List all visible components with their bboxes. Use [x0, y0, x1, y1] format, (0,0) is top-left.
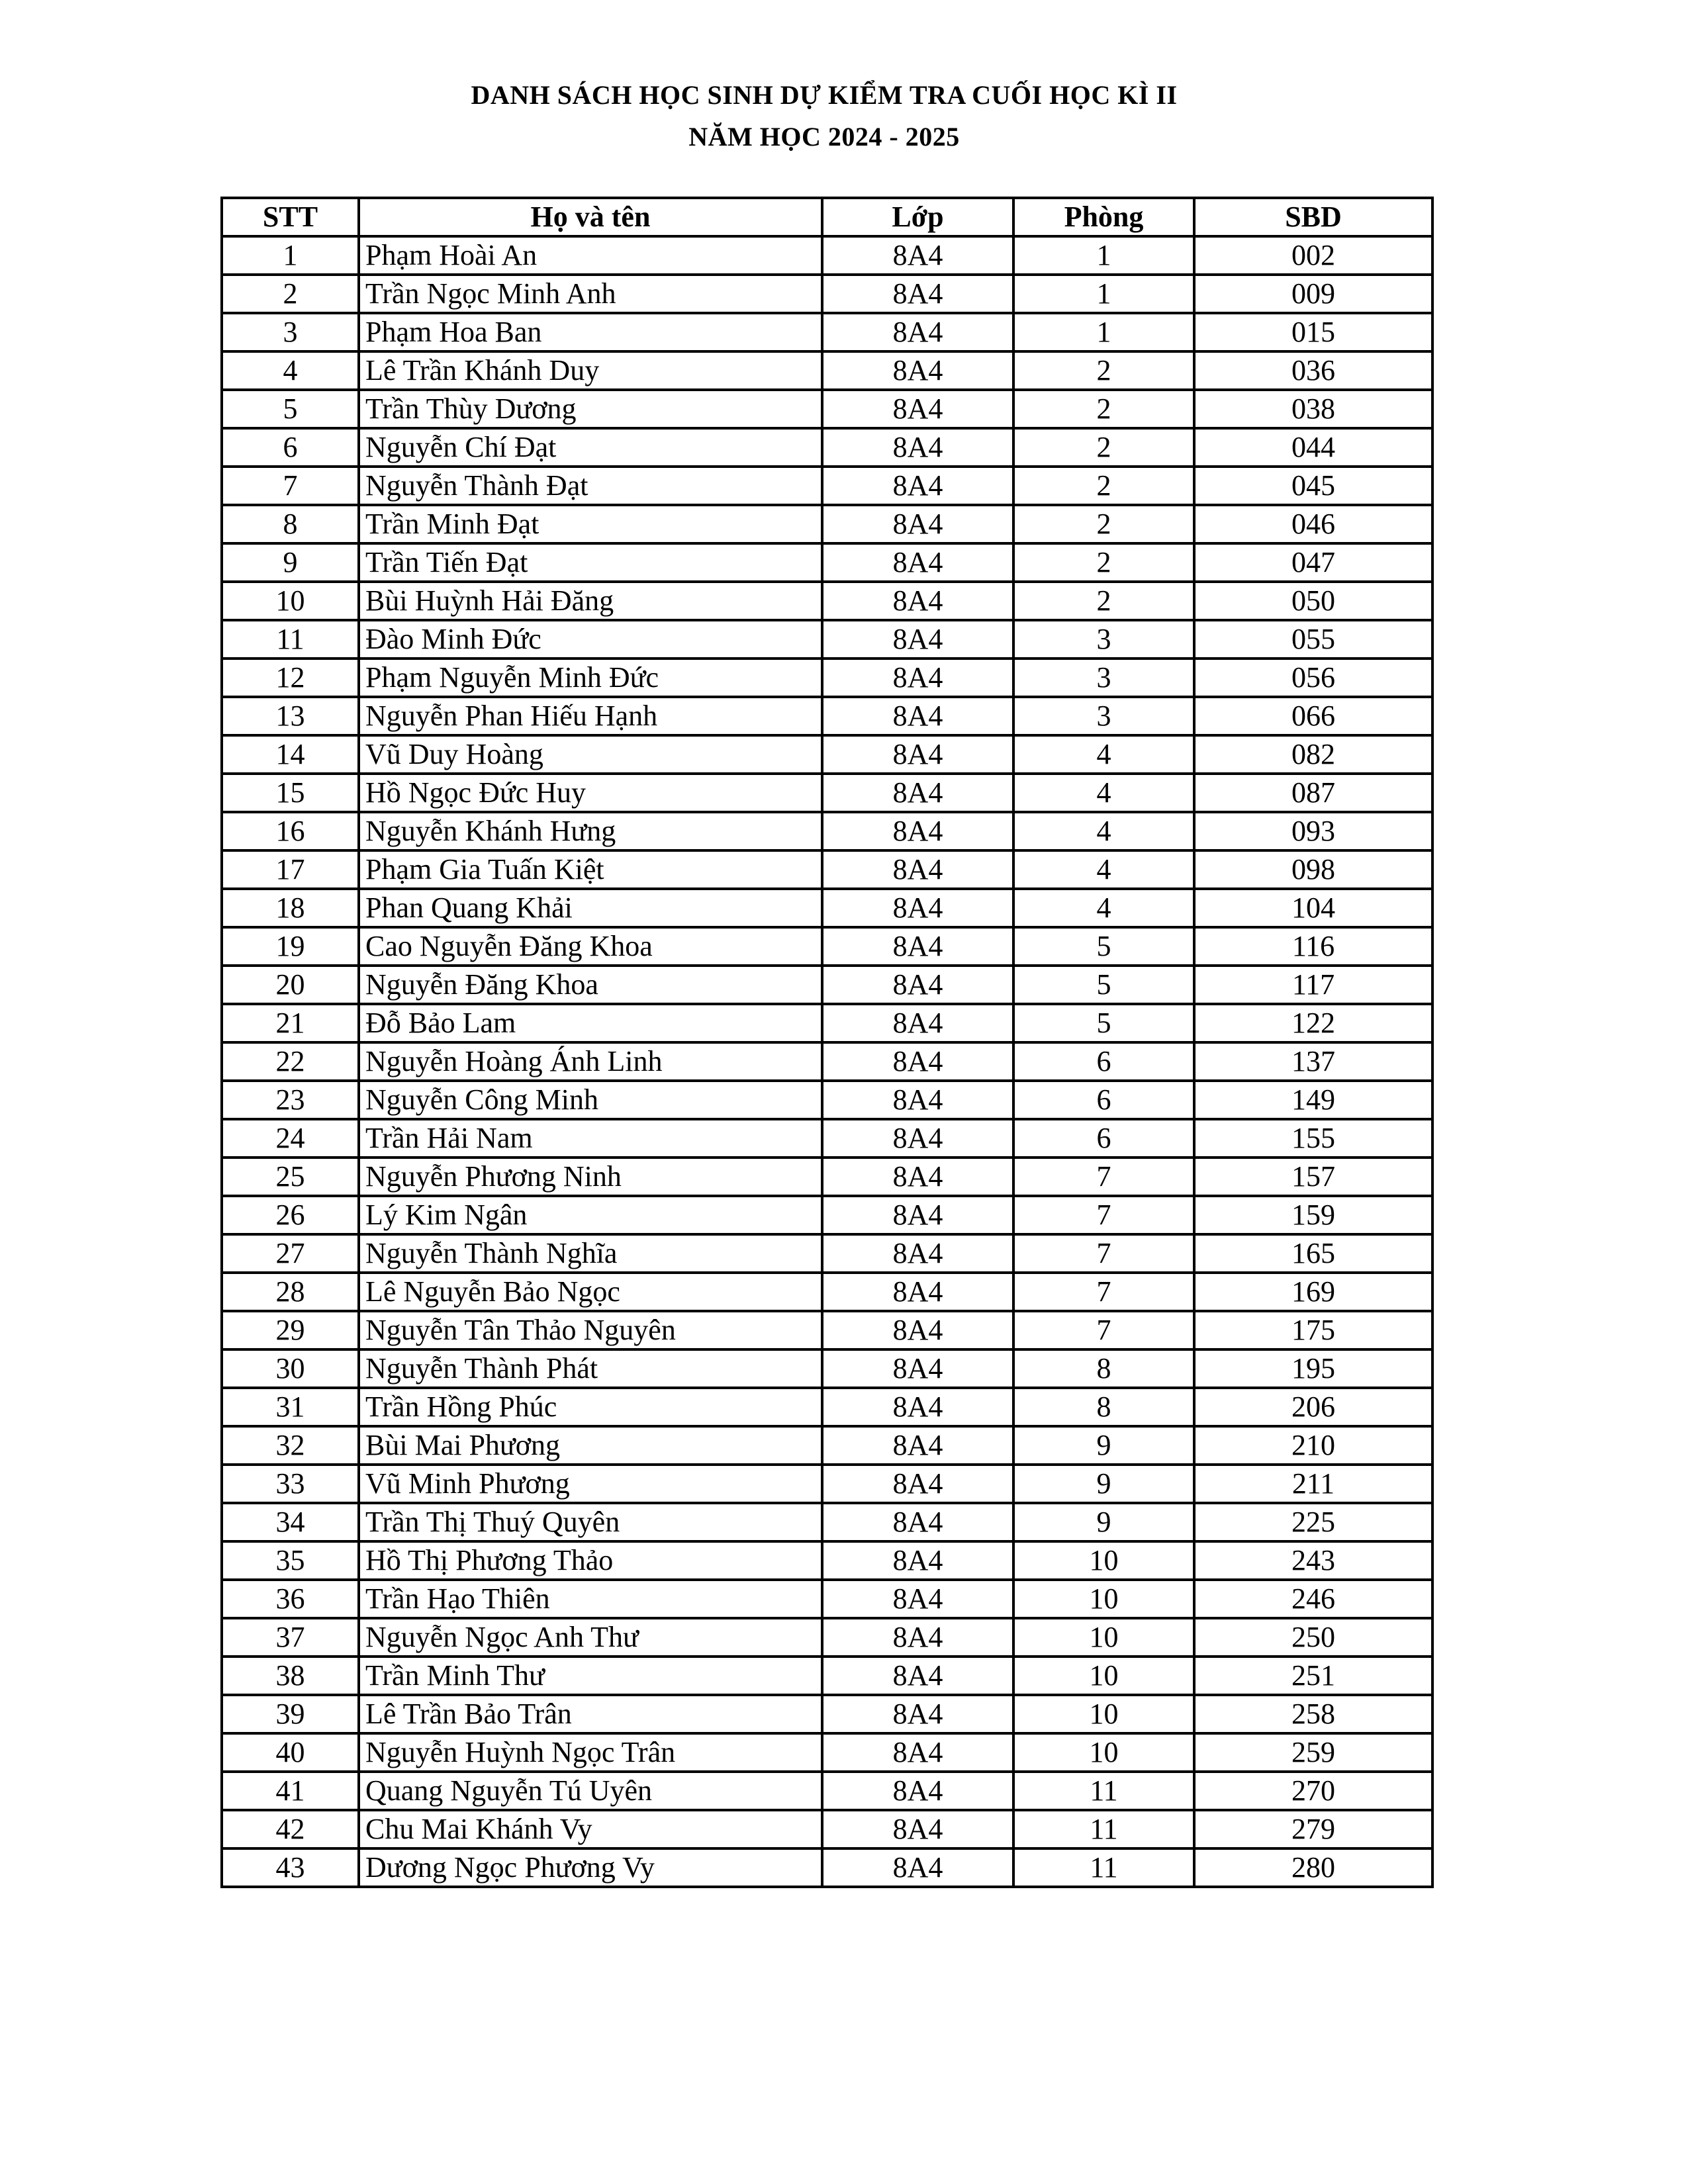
cell-candidate-number: 082 — [1194, 735, 1432, 774]
cell-stt: 27 — [222, 1234, 359, 1273]
cell-candidate-number: 009 — [1194, 275, 1432, 313]
cell-stt: 38 — [222, 1657, 359, 1695]
cell-candidate-number: 155 — [1194, 1119, 1432, 1158]
cell-stt: 29 — [222, 1311, 359, 1349]
cell-stt: 13 — [222, 697, 359, 735]
cell-candidate-number: 122 — [1194, 1004, 1432, 1042]
cell-full-name: Nguyễn Ngọc Anh Thư — [359, 1618, 822, 1657]
cell-class: 8A4 — [822, 543, 1013, 582]
cell-room: 10 — [1013, 1657, 1194, 1695]
cell-stt: 34 — [222, 1503, 359, 1541]
cell-full-name: Trần Hạo Thiên — [359, 1580, 822, 1618]
cell-stt: 30 — [222, 1349, 359, 1388]
cell-candidate-number: 206 — [1194, 1388, 1432, 1426]
cell-full-name: Dương Ngọc Phương Vy — [359, 1848, 822, 1887]
cell-full-name: Bùi Huỳnh Hải Đăng — [359, 582, 822, 620]
header-row — [222, 198, 1432, 236]
table-header — [222, 198, 1432, 236]
cell-full-name: Trần Ngọc Minh Anh — [359, 275, 822, 313]
cell-candidate-number: 104 — [1194, 889, 1432, 927]
cell-stt: 15 — [222, 774, 359, 812]
table-row — [222, 467, 1432, 505]
cell-full-name: Lê Trần Khánh Duy — [359, 351, 822, 390]
cell-class: 8A4 — [822, 1541, 1013, 1580]
table-row — [222, 1541, 1432, 1580]
column-header-class: Lớp — [822, 198, 1013, 236]
cell-room: 10 — [1013, 1541, 1194, 1580]
cell-room: 6 — [1013, 1042, 1194, 1081]
cell-full-name: Đỗ Bảo Lam — [359, 1004, 822, 1042]
table-row — [222, 543, 1432, 582]
table-row — [222, 1081, 1432, 1119]
cell-candidate-number: 149 — [1194, 1081, 1432, 1119]
table-row — [222, 1465, 1432, 1503]
column-header-stt: STT — [222, 198, 359, 236]
cell-class: 8A4 — [822, 1618, 1013, 1657]
cell-room: 1 — [1013, 313, 1194, 351]
cell-stt: 26 — [222, 1196, 359, 1234]
table-row — [222, 1119, 1432, 1158]
cell-stt: 40 — [222, 1733, 359, 1772]
cell-full-name: Trần Hải Nam — [359, 1119, 822, 1158]
cell-stt: 42 — [222, 1810, 359, 1848]
cell-room: 6 — [1013, 1081, 1194, 1119]
table-row — [222, 1695, 1432, 1733]
cell-full-name: Trần Thị Thuý Quyên — [359, 1503, 822, 1541]
cell-full-name: Phan Quang Khải — [359, 889, 822, 927]
cell-full-name: Phạm Nguyễn Minh Đức — [359, 659, 822, 697]
cell-room: 9 — [1013, 1465, 1194, 1503]
cell-candidate-number: 175 — [1194, 1311, 1432, 1349]
cell-room: 2 — [1013, 390, 1194, 428]
cell-candidate-number: 046 — [1194, 505, 1432, 543]
cell-room: 11 — [1013, 1772, 1194, 1810]
cell-stt: 20 — [222, 966, 359, 1004]
cell-room: 4 — [1013, 812, 1194, 850]
cell-room: 11 — [1013, 1848, 1194, 1887]
cell-full-name: Nguyễn Thành Đạt — [359, 467, 822, 505]
cell-full-name: Lý Kim Ngân — [359, 1196, 822, 1234]
cell-full-name: Lê Trần Bảo Trân — [359, 1695, 822, 1733]
cell-candidate-number: 116 — [1194, 927, 1432, 966]
cell-class: 8A4 — [822, 1465, 1013, 1503]
table-row — [222, 1618, 1432, 1657]
cell-full-name: Vũ Minh Phương — [359, 1465, 822, 1503]
cell-stt: 35 — [222, 1541, 359, 1580]
cell-candidate-number: 165 — [1194, 1234, 1432, 1273]
cell-candidate-number: 259 — [1194, 1733, 1432, 1772]
cell-class: 8A4 — [822, 1349, 1013, 1388]
cell-class: 8A4 — [822, 1273, 1013, 1311]
table-row — [222, 1349, 1432, 1388]
cell-full-name: Nguyễn Hoàng Ánh Linh — [359, 1042, 822, 1081]
cell-candidate-number: 279 — [1194, 1810, 1432, 1848]
cell-class: 8A4 — [822, 275, 1013, 313]
table-row — [222, 1004, 1432, 1042]
cell-candidate-number: 210 — [1194, 1426, 1432, 1465]
table-row — [222, 236, 1432, 275]
table-row — [222, 1848, 1432, 1887]
cell-room: 3 — [1013, 697, 1194, 735]
cell-stt: 8 — [222, 505, 359, 543]
table-row — [222, 313, 1432, 351]
cell-room: 3 — [1013, 620, 1194, 659]
cell-class: 8A4 — [822, 1311, 1013, 1349]
cell-room: 11 — [1013, 1810, 1194, 1848]
cell-room: 2 — [1013, 467, 1194, 505]
cell-candidate-number: 251 — [1194, 1657, 1432, 1695]
cell-full-name: Nguyễn Công Minh — [359, 1081, 822, 1119]
cell-stt: 19 — [222, 927, 359, 966]
cell-candidate-number: 050 — [1194, 582, 1432, 620]
cell-room: 5 — [1013, 927, 1194, 966]
cell-full-name: Nguyễn Phan Hiếu Hạnh — [359, 697, 822, 735]
table-row — [222, 735, 1432, 774]
cell-room: 3 — [1013, 659, 1194, 697]
cell-full-name: Nguyễn Đăng Khoa — [359, 966, 822, 1004]
cell-class: 8A4 — [822, 1426, 1013, 1465]
table-row — [222, 850, 1432, 889]
cell-room: 4 — [1013, 889, 1194, 927]
table-row — [222, 966, 1432, 1004]
cell-stt: 1 — [222, 236, 359, 275]
cell-full-name: Nguyễn Huỳnh Ngọc Trân — [359, 1733, 822, 1772]
cell-candidate-number: 117 — [1194, 966, 1432, 1004]
cell-class: 8A4 — [822, 1081, 1013, 1119]
cell-full-name: Nguyễn Tân Thảo Nguyên — [359, 1311, 822, 1349]
cell-full-name: Bùi Mai Phương — [359, 1426, 822, 1465]
table-row — [222, 505, 1432, 543]
cell-class: 8A4 — [822, 1657, 1013, 1695]
cell-candidate-number: 045 — [1194, 467, 1432, 505]
cell-candidate-number: 258 — [1194, 1695, 1432, 1733]
cell-candidate-number: 159 — [1194, 1196, 1432, 1234]
document-header — [0, 74, 1648, 158]
cell-full-name: Nguyễn Thành Nghĩa — [359, 1234, 822, 1273]
cell-room: 2 — [1013, 505, 1194, 543]
cell-full-name: Nguyễn Phương Ninh — [359, 1158, 822, 1196]
cell-room: 4 — [1013, 735, 1194, 774]
student-exam-roster-table — [220, 197, 1434, 1888]
cell-stt: 14 — [222, 735, 359, 774]
cell-room: 7 — [1013, 1273, 1194, 1311]
table-row — [222, 390, 1432, 428]
cell-full-name: Trần Tiến Đạt — [359, 543, 822, 582]
cell-room: 9 — [1013, 1426, 1194, 1465]
cell-candidate-number: 087 — [1194, 774, 1432, 812]
cell-class: 8A4 — [822, 697, 1013, 735]
table-row — [222, 582, 1432, 620]
cell-stt: 7 — [222, 467, 359, 505]
table-body — [222, 236, 1432, 1887]
cell-class: 8A4 — [822, 1004, 1013, 1042]
cell-stt: 2 — [222, 275, 359, 313]
cell-stt: 9 — [222, 543, 359, 582]
cell-stt: 43 — [222, 1848, 359, 1887]
cell-candidate-number: 250 — [1194, 1618, 1432, 1657]
cell-stt: 22 — [222, 1042, 359, 1081]
cell-full-name: Hồ Ngọc Đức Huy — [359, 774, 822, 812]
cell-full-name: Phạm Gia Tuấn Kiệt — [359, 850, 822, 889]
cell-full-name: Lê Nguyễn Bảo Ngọc — [359, 1273, 822, 1311]
cell-stt: 36 — [222, 1580, 359, 1618]
column-header-room: Phòng — [1013, 198, 1194, 236]
cell-class: 8A4 — [822, 1196, 1013, 1234]
cell-class: 8A4 — [822, 467, 1013, 505]
cell-full-name: Phạm Hoa Ban — [359, 313, 822, 351]
cell-stt: 23 — [222, 1081, 359, 1119]
cell-class: 8A4 — [822, 1772, 1013, 1810]
cell-room: 8 — [1013, 1388, 1194, 1426]
cell-class: 8A4 — [822, 774, 1013, 812]
cell-room: 4 — [1013, 774, 1194, 812]
cell-room: 10 — [1013, 1733, 1194, 1772]
document-title: DANH SÁCH HỌC SINH DỰ KIỂM TRA CUỐI HỌC KÌ II — [471, 80, 1178, 110]
table-row — [222, 1580, 1432, 1618]
table-row — [222, 1042, 1432, 1081]
cell-candidate-number: 169 — [1194, 1273, 1432, 1311]
cell-class: 8A4 — [822, 927, 1013, 966]
cell-stt: 33 — [222, 1465, 359, 1503]
cell-stt: 41 — [222, 1772, 359, 1810]
cell-candidate-number: 137 — [1194, 1042, 1432, 1081]
cell-room: 4 — [1013, 850, 1194, 889]
cell-class: 8A4 — [822, 1810, 1013, 1848]
cell-room: 2 — [1013, 543, 1194, 582]
cell-room: 1 — [1013, 236, 1194, 275]
cell-class: 8A4 — [822, 1503, 1013, 1541]
cell-class: 8A4 — [822, 236, 1013, 275]
cell-class: 8A4 — [822, 351, 1013, 390]
cell-class: 8A4 — [822, 812, 1013, 850]
cell-candidate-number: 246 — [1194, 1580, 1432, 1618]
cell-stt: 17 — [222, 850, 359, 889]
cell-class: 8A4 — [822, 1388, 1013, 1426]
cell-room: 7 — [1013, 1234, 1194, 1273]
table-row — [222, 428, 1432, 467]
cell-candidate-number: 015 — [1194, 313, 1432, 351]
table-row — [222, 1311, 1432, 1349]
table-row — [222, 927, 1432, 966]
cell-room: 5 — [1013, 966, 1194, 1004]
column-header-full-name: Họ và tên — [359, 198, 822, 236]
cell-stt: 6 — [222, 428, 359, 467]
table-row — [222, 1810, 1432, 1848]
cell-class: 8A4 — [822, 582, 1013, 620]
table-row — [222, 1733, 1432, 1772]
cell-candidate-number: 243 — [1194, 1541, 1432, 1580]
cell-stt: 16 — [222, 812, 359, 850]
cell-room: 6 — [1013, 1119, 1194, 1158]
cell-stt: 4 — [222, 351, 359, 390]
cell-class: 8A4 — [822, 889, 1013, 927]
table-row — [222, 1158, 1432, 1196]
cell-class: 8A4 — [822, 1580, 1013, 1618]
cell-class: 8A4 — [822, 1042, 1013, 1081]
cell-stt: 3 — [222, 313, 359, 351]
cell-candidate-number: 047 — [1194, 543, 1432, 582]
cell-stt: 24 — [222, 1119, 359, 1158]
cell-stt: 39 — [222, 1695, 359, 1733]
cell-room: 8 — [1013, 1349, 1194, 1388]
cell-full-name: Quang Nguyễn Tú Uyên — [359, 1772, 822, 1810]
cell-room: 5 — [1013, 1004, 1194, 1042]
table-row — [222, 659, 1432, 697]
cell-stt: 10 — [222, 582, 359, 620]
cell-candidate-number: 093 — [1194, 812, 1432, 850]
cell-stt: 11 — [222, 620, 359, 659]
cell-class: 8A4 — [822, 313, 1013, 351]
cell-stt: 28 — [222, 1273, 359, 1311]
cell-class: 8A4 — [822, 1234, 1013, 1273]
cell-full-name: Nguyễn Thành Phát — [359, 1349, 822, 1388]
cell-room: 7 — [1013, 1196, 1194, 1234]
cell-class: 8A4 — [822, 1733, 1013, 1772]
cell-candidate-number: 098 — [1194, 850, 1432, 889]
cell-candidate-number: 157 — [1194, 1158, 1432, 1196]
cell-candidate-number: 056 — [1194, 659, 1432, 697]
cell-stt: 18 — [222, 889, 359, 927]
cell-room: 10 — [1013, 1580, 1194, 1618]
cell-class: 8A4 — [822, 735, 1013, 774]
table-row — [222, 1503, 1432, 1541]
cell-full-name: Vũ Duy Hoàng — [359, 735, 822, 774]
cell-class: 8A4 — [822, 390, 1013, 428]
cell-class: 8A4 — [822, 428, 1013, 467]
cell-class: 8A4 — [822, 850, 1013, 889]
cell-candidate-number: 280 — [1194, 1848, 1432, 1887]
cell-candidate-number: 066 — [1194, 697, 1432, 735]
cell-room: 7 — [1013, 1311, 1194, 1349]
cell-candidate-number: 270 — [1194, 1772, 1432, 1810]
table-row — [222, 697, 1432, 735]
cell-full-name: Hồ Thị Phương Thảo — [359, 1541, 822, 1580]
cell-class: 8A4 — [822, 659, 1013, 697]
cell-class: 8A4 — [822, 505, 1013, 543]
cell-room: 1 — [1013, 275, 1194, 313]
cell-full-name: Nguyễn Khánh Hưng — [359, 812, 822, 850]
table-row — [222, 1234, 1432, 1273]
table-row — [222, 1388, 1432, 1426]
table-row — [222, 275, 1432, 313]
cell-room: 10 — [1013, 1695, 1194, 1733]
table-row — [222, 889, 1432, 927]
table-row — [222, 1196, 1432, 1234]
cell-class: 8A4 — [822, 1158, 1013, 1196]
cell-stt: 31 — [222, 1388, 359, 1426]
cell-candidate-number: 038 — [1194, 390, 1432, 428]
cell-full-name: Nguyễn Chí Đạt — [359, 428, 822, 467]
cell-stt: 25 — [222, 1158, 359, 1196]
cell-candidate-number: 002 — [1194, 236, 1432, 275]
cell-candidate-number: 055 — [1194, 620, 1432, 659]
cell-class: 8A4 — [822, 1695, 1013, 1733]
cell-class: 8A4 — [822, 620, 1013, 659]
table-row — [222, 1772, 1432, 1810]
cell-room: 10 — [1013, 1618, 1194, 1657]
cell-room: 9 — [1013, 1503, 1194, 1541]
cell-full-name: Chu Mai Khánh Vy — [359, 1810, 822, 1848]
cell-full-name: Trần Minh Đạt — [359, 505, 822, 543]
cell-room: 2 — [1013, 351, 1194, 390]
cell-full-name: Trần Thùy Dương — [359, 390, 822, 428]
cell-room: 2 — [1013, 428, 1194, 467]
cell-stt: 32 — [222, 1426, 359, 1465]
cell-full-name: Trần Minh Thư — [359, 1657, 822, 1695]
cell-full-name: Trần Hồng Phúc — [359, 1388, 822, 1426]
table-row — [222, 351, 1432, 390]
school-year-subtitle: NĂM HỌC 2024 - 2025 — [688, 122, 960, 152]
table-row — [222, 1426, 1432, 1465]
table-row — [222, 1657, 1432, 1695]
cell-full-name: Cao Nguyễn Đăng Khoa — [359, 927, 822, 966]
cell-stt: 21 — [222, 1004, 359, 1042]
cell-candidate-number: 036 — [1194, 351, 1432, 390]
cell-room: 7 — [1013, 1158, 1194, 1196]
column-header-candidate-number: SBD — [1194, 198, 1432, 236]
table-row — [222, 1273, 1432, 1311]
cell-class: 8A4 — [822, 1119, 1013, 1158]
cell-candidate-number: 044 — [1194, 428, 1432, 467]
cell-candidate-number: 225 — [1194, 1503, 1432, 1541]
cell-class: 8A4 — [822, 966, 1013, 1004]
cell-full-name: Phạm Hoài An — [359, 236, 822, 275]
cell-room: 2 — [1013, 582, 1194, 620]
table-row — [222, 774, 1432, 812]
table-row — [222, 620, 1432, 659]
cell-candidate-number: 211 — [1194, 1465, 1432, 1503]
cell-stt: 12 — [222, 659, 359, 697]
cell-class: 8A4 — [822, 1848, 1013, 1887]
cell-candidate-number: 195 — [1194, 1349, 1432, 1388]
cell-stt: 37 — [222, 1618, 359, 1657]
cell-full-name: Đào Minh Đức — [359, 620, 822, 659]
table-row — [222, 812, 1432, 850]
cell-stt: 5 — [222, 390, 359, 428]
